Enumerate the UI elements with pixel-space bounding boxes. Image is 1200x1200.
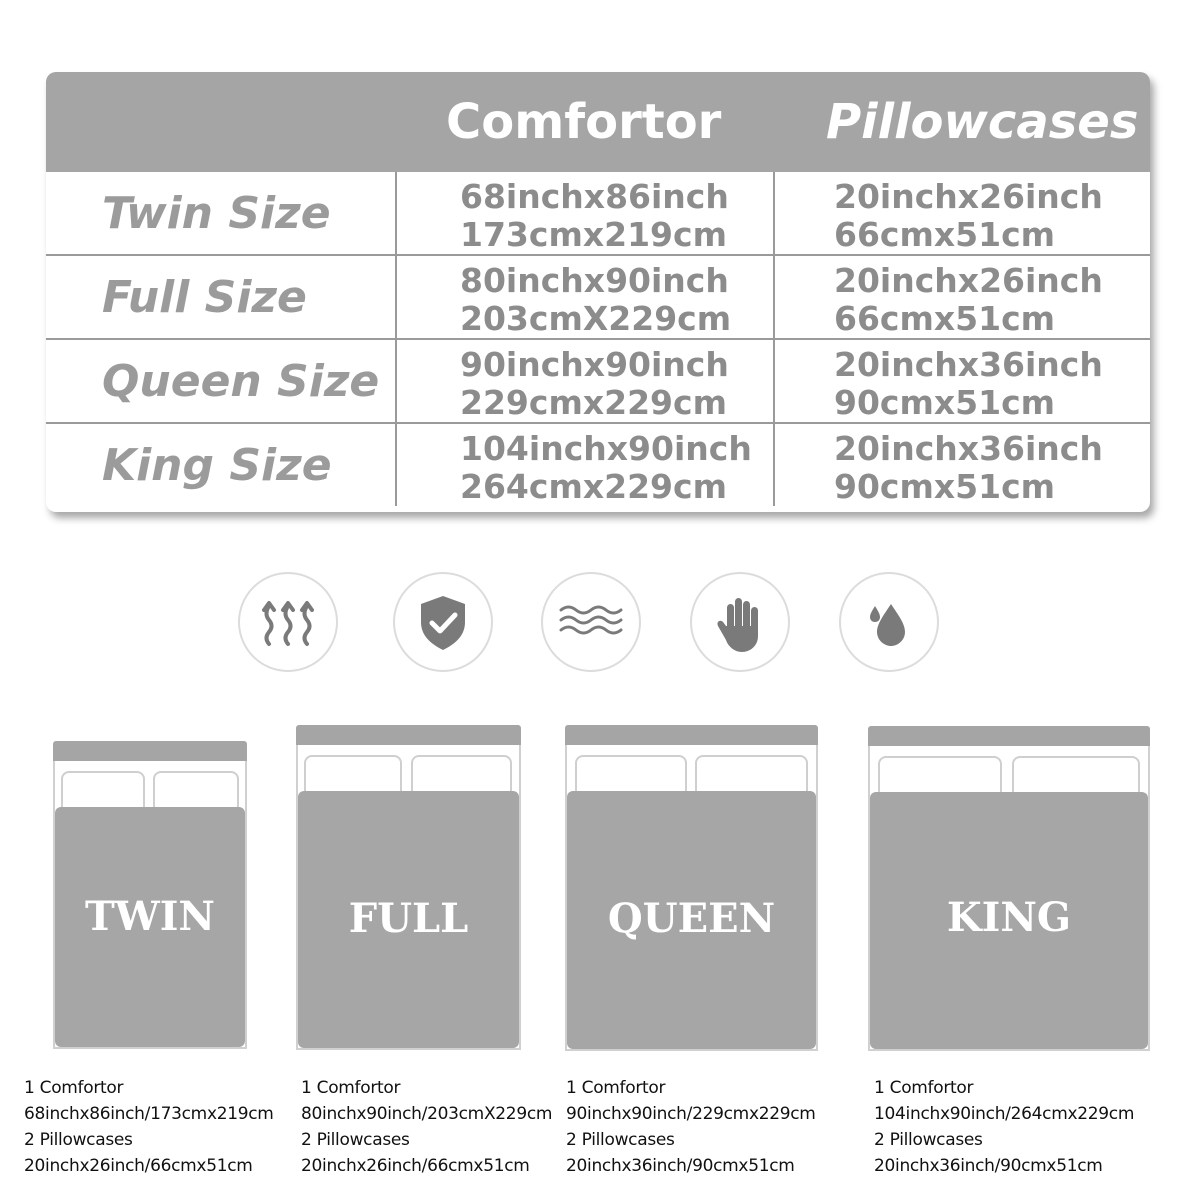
bed-full [296, 725, 521, 1050]
bed-king [868, 726, 1150, 1051]
size-label: Full Size [102, 272, 307, 323]
caption-full: 1 Comfortor 80inchx90inch/203cmX229cm 2 Pillowcases 20inchx26inch/66cmx51cm [301, 1078, 553, 1176]
table-header [46, 72, 1150, 172]
breathable-arrows-icon [238, 572, 338, 672]
bed-queen [565, 725, 818, 1051]
waves-icon [541, 572, 641, 672]
table-row-twin [46, 172, 1150, 256]
caption-queen: 1 Comfortor 90inchx90inch/229cmx229cm 2 Pillowcases 20inchx36inch/90cmx51cm [566, 1078, 816, 1176]
headboard [565, 725, 818, 745]
caption-twin: 1 Comfortor 68inchx86inch/173cmx219cm 2 Pillowcases 20inchx26inch/66cmx51cm [24, 1078, 274, 1176]
size-label: Queen Size [102, 356, 380, 407]
comforter-dimensions: 104inchx90inch 264cmx229cm [460, 429, 752, 506]
comforter [567, 791, 816, 1049]
water-drop-icon [839, 572, 939, 672]
header-comforter: Comfortor [446, 94, 722, 150]
header-pillowcases: Pillowcases [826, 94, 1139, 150]
size-label: King Size [102, 440, 332, 491]
pillowcase-dimensions: 20inchx26inch 66cmx51cm [834, 261, 1103, 338]
comforter [55, 807, 245, 1047]
table-row-full [46, 256, 1150, 340]
headboard [296, 725, 521, 745]
comforter-dimensions: 68inchx86inch 173cmx219cm [460, 177, 729, 254]
comforter-dimensions: 90inchx90inch 229cmx229cm [460, 345, 729, 422]
shield-check-icon [393, 572, 493, 672]
comforter [298, 791, 519, 1048]
bed-size-label: QUEEN [607, 895, 776, 942]
bed-size-label: FULL [348, 895, 469, 942]
size-chart-table [46, 72, 1150, 512]
size-label: Twin Size [102, 188, 331, 239]
table-row-queen [46, 340, 1150, 424]
bed-size-label: TWIN [85, 893, 215, 940]
hand-icon [690, 572, 790, 672]
pillowcase-dimensions: 20inchx26inch 66cmx51cm [834, 177, 1103, 254]
bed-size-label: KING [946, 894, 1072, 941]
comforter-dimensions: 80inchx90inch 203cmX229cm [460, 261, 732, 338]
bed-twin [53, 741, 247, 1049]
headboard [53, 741, 247, 761]
comforter [870, 792, 1148, 1049]
table-row-king [46, 424, 1150, 508]
caption-king: 1 Comfortor 104inchx90inch/264cmx229cm 2 Pillowcases 20inchx36inch/90cmx51cm [874, 1078, 1135, 1176]
pillowcase-dimensions: 20inchx36inch 90cmx51cm [834, 429, 1103, 506]
pillowcase-dimensions: 20inchx36inch 90cmx51cm [834, 345, 1103, 422]
headboard [868, 726, 1150, 746]
